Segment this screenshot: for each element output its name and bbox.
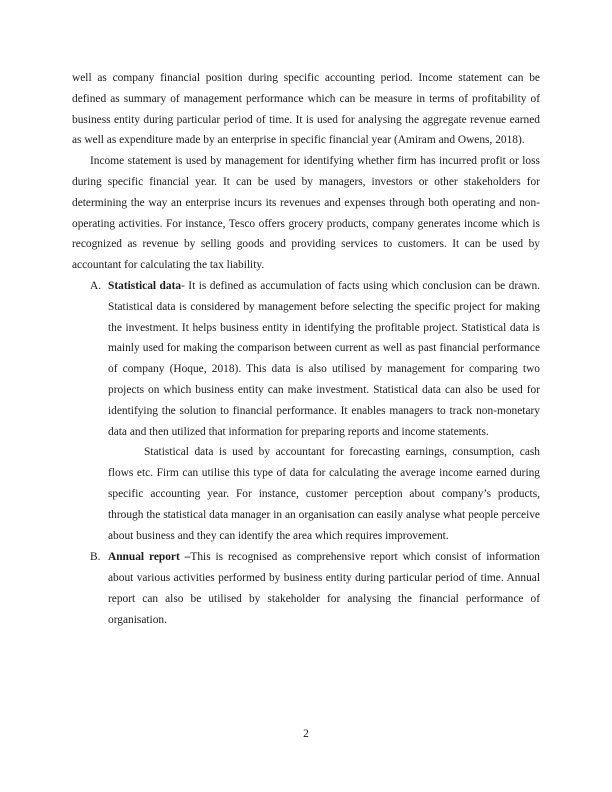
list-marker: B. <box>90 551 101 564</box>
page-body <box>72 68 540 631</box>
list-item-annual-report <box>72 547 540 630</box>
list-item-statistical-data <box>72 276 540 442</box>
term-annual-report: Annual report <box>108 551 180 564</box>
paragraph-continuation: well as company financial position during specific accounting period. Income statement can be defined as summary of management performance which can be measure in terms of profitability of business entity during particular period of time. It is used for analysing the aggregate revenue earned as well as expenditure made by an enterprise in specific financial year (Amiram and Owens, 2018). <box>72 72 540 147</box>
list-marker: A. <box>90 279 102 292</box>
paragraph-statistical-data-usage: Statistical data is used by accountant for forecasting earnings, consumption, cash flows etc. Firm can utilise this type of data for calculating the average income earned during specific accounting year. For instance, customer perception about company’s products, through the statistical data manager in an organisation can easily analyse what people perceive about business and they can identify the area which requires improvement. <box>108 446 540 542</box>
page-number: 2 <box>303 728 309 740</box>
list-item-text: This is recognised as comprehensive report which consist of information about various activities performed by business entity during particular period of time. Annual report can also be utilised by stakeholder for analysing the financial performance of organisation. <box>108 551 540 626</box>
paragraph-income-statement: Income statement is used by management for identifying whether firm has incurred profit or loss during specific financial year. It can be used by managers, investors or other stakeholders for determining the way an enterprise incurs its revenues and expenses through both operating and non-operating activities. For instance, Tesco offers grocery products, company generates income which is recognized as revenue by selling goods and providing services to customers. It can be used by accountant for calculating the tax liability. <box>72 155 540 272</box>
term-separator: - <box>181 279 185 292</box>
list-item-text: It is defined as accumulation of facts using which conclusion can be drawn. Statistical data is considered by management before selecting the specific project for making the investment. It helps business entity in identifying the profitable project. Statistical data is mainly used for making the comparison between current as well as past financial performance of company (Hoque, 2018). This data is also utilised by management for comparing two projects on which business entity can make investment. Statistical data can also be used for identifying the solution to financial performance. It enables managers to track non-monetary data and then utilized that information for preparing reports and income statements. <box>108 279 540 438</box>
term-statistical-data: Statistical data <box>108 279 182 292</box>
term-separator: – <box>179 551 191 564</box>
